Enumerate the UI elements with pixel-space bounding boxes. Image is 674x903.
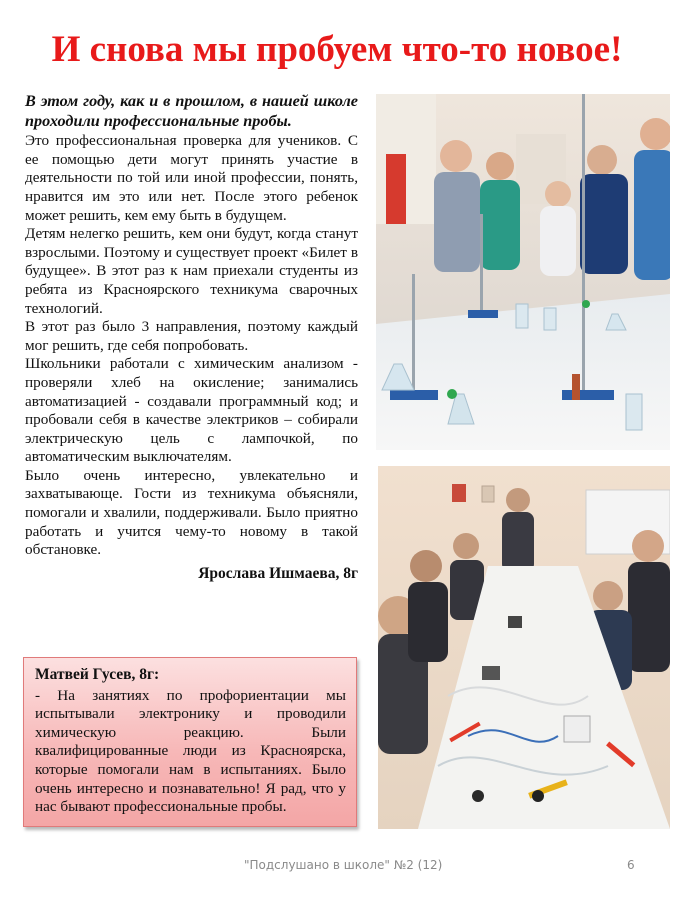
quote-author: Матвей Гусев, 8г: <box>35 666 160 683</box>
photo-electrics-workshop <box>378 466 670 829</box>
article-body <box>25 92 358 583</box>
article-lead: В этом году, как и в прошлом, в нашей школе проходили профессиональные пробы. <box>25 92 358 130</box>
quote-box <box>23 657 357 827</box>
footer-publication: "Подслушано в школе" №2 (12) <box>244 858 443 872</box>
article-paragraph: В этот раз было 3 направления, поэтому каждый мог решить, где себя попробовать. <box>25 318 358 354</box>
page-footer <box>0 858 674 878</box>
article-paragraph: Это профессиональная проверка для учеников. С ее помощью дети могут принять участие в деятельности по той или иной профессии, понять, нравится им это или нет. После этого ребенок может решить, кем ему быть в будущем. <box>25 132 358 224</box>
article-paragraph: Детям нелегко решить, кем они будут, когда станут взрослыми. Поэтому и существует проект «Билет в будущее». В этот раз к нам приехали студенты из ребята из Красноярского техникума сварочных технологий. <box>25 225 358 317</box>
page-title: И снова мы пробуем что-то новое! <box>51 29 623 70</box>
photo-chemistry-lab <box>376 94 670 450</box>
article-paragraph: Школьники работали с химическим анализом - проверяли хлеб на окисление; занимались автоматизацией - создавали программный код; и пробовали себя в качестве электриков – собирали электрическую цель с лампочкой, по автоматическим выключателям. <box>25 355 358 466</box>
article-author: Ярослава Ишмаева, 8г <box>198 564 358 582</box>
article-paragraph: Было очень интересно, увлекательно и захватывающе. Гости из техникума объясняли, помогали и хвалили, поддерживали. Было приятно работать и учится чему-то новому в такой обстановке. <box>25 466 358 559</box>
page-number: 6 <box>627 858 635 872</box>
quote-text: - На занятиях по профориентации мы испытывали электронику и проводили химическую реакцию. Были квалифицированные люди из Красноярска, которые помогали нам в испытаниях. Было очень интересно и познавательно! Я рад, что у нас бывают профессиональные пробы. <box>35 686 346 816</box>
